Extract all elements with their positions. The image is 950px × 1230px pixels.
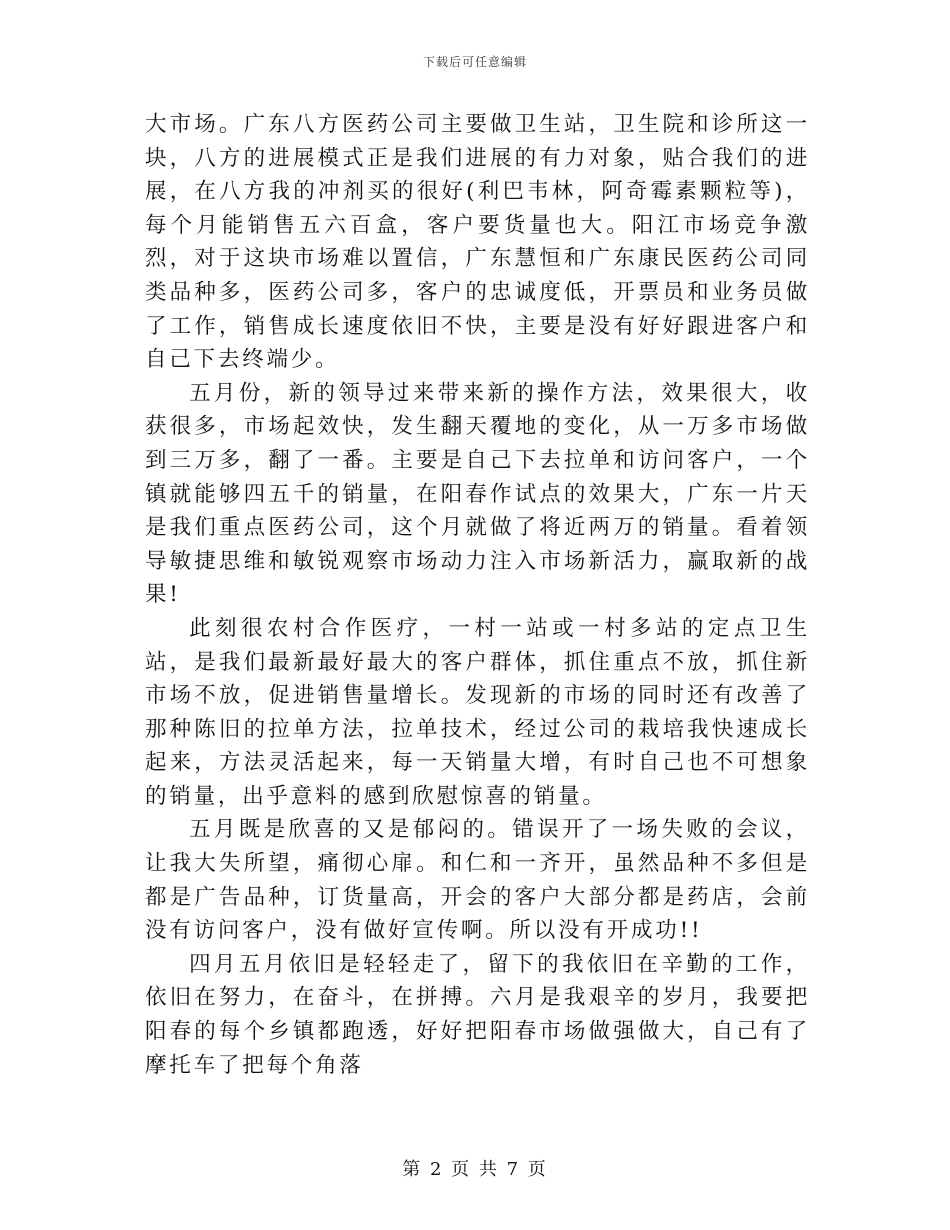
paragraph-3: 此刻很农村合作医疗，一村一站或一村多站的定点卫生站，是我们最新最好最大的客户群体，抓住重点不放，抓住新市场不放，促进销售量增长。发现新的市场的同时还有改善了那种陈旧的拉单方法，拉单技术，经过公司的栽培我快速成长起来，方法灵活起来，每一天销量大增，有时自己也不可想象的销量，出乎意料的感到欣慰惊喜的销量。 [145,615,810,809]
page-number-footer: 第 2 页 共 7 页 [402,1159,548,1180]
document-body [145,108,810,1082]
paragraph-2: 五月份，新的领导过来带来新的操作方法，效果很大，收获很多，市场起效快，发生翻天覆地的变化，从一万多市场做到三万多，翻了一番。主要是自己下去拉单和访问客户，一个镇就能够四五千的销量，在阳春作试点的效果大，广东一片天是我们重点医药公司，这个月就做了将近两万的销量。看着领导敏捷思维和敏锐观察市场动力注入市场新活力，赢取新的战果! [145,380,810,608]
paragraph-1: 大市场。广东八方医药公司主要做卫生站，卫生院和诊所这一块，八方的进展模式正是我们进展的有力对象，贴合我们的进展，在八方我的冲剂买的很好(利巴韦林，阿奇霉素颗粒等)，每个月能销售五六百盒，客户要货量也大。阳江市场竞争激烈，对于这块市场难以置信，广东慧恒和广东康民医药公司同类品种多，医药公司多，客户的忠诚度低，开票员和业务员做了工作，销售成长速度依旧不快，主要是没有好好跟进客户和自己下去终端少。 [145,112,810,373]
page-header-note: 下载后可任意编辑 [422,55,527,69]
paragraph-4: 五月既是欣喜的又是郁闷的。错误开了一场失败的会议，让我大失所望，痛彻心扉。和仁和一齐开，虽然品种不多但是都是广告品种，订货量高，开会的客户大部分都是药店，会前没有访问客户，没有做好宣传啊。所以没有开成功!! [145,817,810,944]
paragraph-5: 四月五月依旧是轻轻走了，留下的我依旧在辛勤的工作，依旧在努力，在奋斗，在拼搏。六月是我艰辛的岁月，我要把阳春的每个乡镇都跑透，好好把阳春市场做强做大，自己有了摩托车了把每个角落 [145,951,810,1078]
